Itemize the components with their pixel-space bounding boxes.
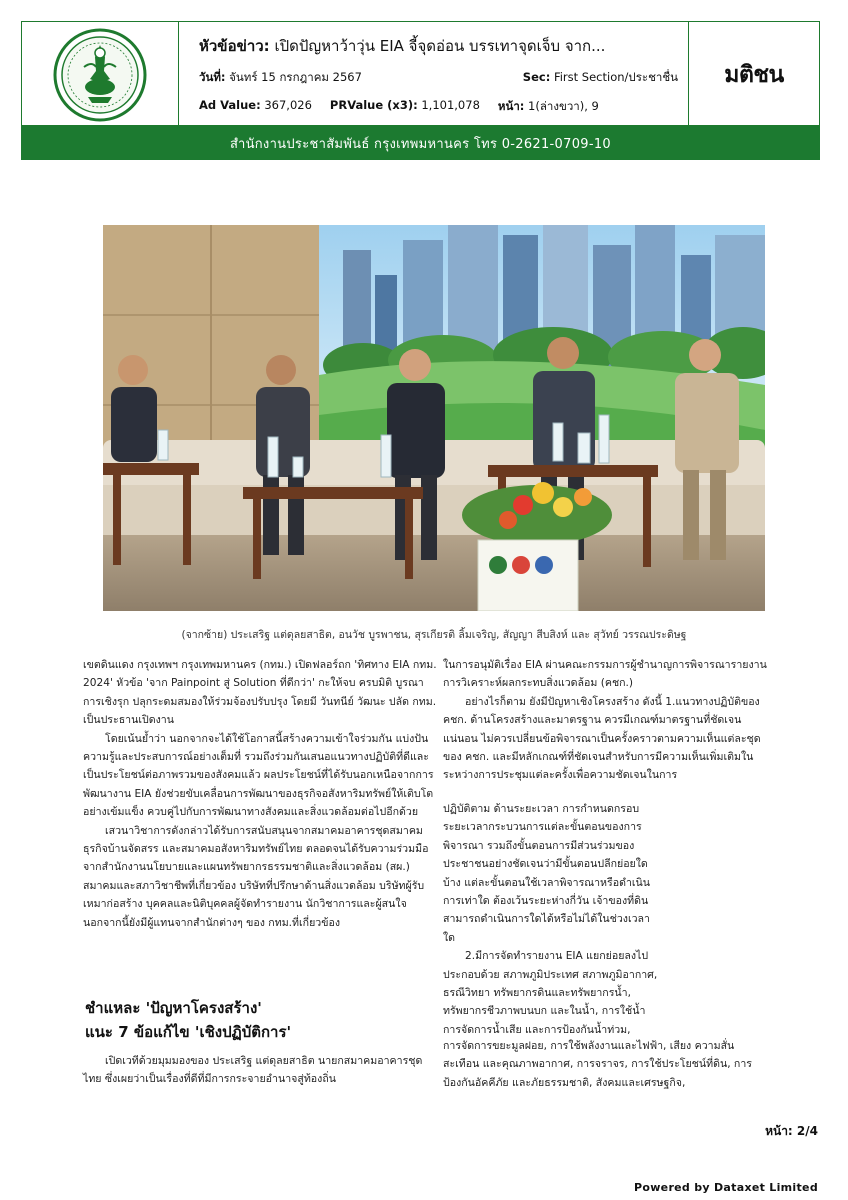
page-number: หน้า: 2/4 [765,1124,818,1138]
date-label: วันที่: [199,70,226,84]
seal-emblem-icon [52,27,148,123]
article-right-column-bottom [443,1037,768,1092]
clipping-header [21,21,820,126]
panel-discussion-photo [103,225,765,611]
news-photo [103,225,765,611]
subheading-line-1: ชำแหละ 'ปัญหาโครงสร้าง' [85,999,262,1017]
photo-caption: (จากซ้าย) ประเสริฐ แต่ดุลยสาธิต, อนวัช บูรพาชน, สุรเกียรติ ลิ้มเจริญ, สัญญา สีบสิงห์ และ สุวัทย์ วรรณประดิษฐ [181,629,687,641]
article-right-narrow-column [443,800,661,1039]
article-paragraph: เขตดินแดง กรุงเทพฯ กรุงเทพมหานคร (กทม.) เปิดฟลอร์ถก 'ทิศทาง EIA กทม. 2024' หัวข้อ 'จาก Painpoint สู่ Solution ที่ดีกว่า' กะให้จบ ครบมิติ บูรณาการเชิงรุก ปลุกระดมสมองให้ร่วมจ้องปรับปรุง โดยมี วันทนีย์ วัฒนะ ปลัด กทม. เป็นประธานเปิดงาน [83,659,437,727]
office-contact-bar: สำนักงานประชาสัมพันธ์ กรุงเทพมหานคร โทร 0-2621-0709-10 [21,126,820,160]
publisher-name: มติชน [724,61,784,88]
section-label: Sec: [522,70,551,84]
bangkok-seal-logo [22,22,179,127]
pr-value-label: PRValue (x3): [329,98,418,112]
headline-label: หัวข้อข่าว: [199,37,270,55]
ad-value-field [199,98,312,116]
ad-value: 367,026 [264,98,312,112]
article-subheading [85,996,291,1044]
article-paragraph: เสวนาวิชาการดังกล่าวได้รับการสนับสนุนจากสมาคมอาคารชุดสมาคมธุรกิจบ้านจัดสรร และสมาคมอสังหาริมทรัพย์ไทย ตลอดจนได้รับความร่วมมือจากสำนักงานนโยบายและแผนทรัพยากรธรรมชาติและสิ่งแวดล้อม (สผ.) สมาคมและสภาวิชาชีพที่เกี่ยวข้อง บริษัทที่ปรึกษาด้านสิ่งแวดล้อม บริษัทผู้รับเหมาก่อสร้าง บุคคลและนิติบุคคลผู้จัดทำรายงาน นักวิชาการและผู้สนใจ นอกจากนี้ยังมีผู้แทนจากสำนักต่างๆ ของ กทม.ที่เกี่ยวข้อง [83,824,429,929]
article-paragraph: โดยเน้นย้ำว่า นอกจากจะได้ใช้โอกาสนี้สร้างความเข้าใจร่วมกัน แบ่งปันความรู้และประสบการณ์อย่างเต็มที่ รวมถึงร่วมกันเสนอแนวทางปฏิบัติที่ดีและเป็นประโยชน์ต่อภาพรวมของสังคมแล้ว ผลประโยชน์ที่ได้รับนอกเหนือจากการพัฒนางาน EIA ยังช่วยขับเคลื่อนการพัฒนาของธุรกิจอสังหาริมทรัพย์ให้เติบโตอย่างเข้มแข็ง ควบคู่ไปกับการพัฒนาทางสังคมและสิ่งแวดล้อมต่อไปอีกด้วย [83,732,434,819]
date-field [199,69,362,87]
section-value: First Section/ประชาชื่น [553,70,678,84]
article-right-column [443,656,768,785]
page-label: หน้า: [497,99,525,113]
publisher-box [689,22,819,127]
article-paragraph: อย่างไรก็ตาม ยังมีปัญหาเชิงโครงสร้าง ดังนี้ 1.แนวทางปฏิบัติของ คชก. ด้านโครงสร้างและมาตรฐาน ควรมีเกณฑ์มาตรฐานที่ชัดเจนแน่นอน ไม่ควรเปลี่ยนข้อพิจารณาเป็นครั้งคราวตามความเห็นแต่ละชุดของ คชก. และมีหลักเกณฑ์ที่ชัดเจนสำหรับการมีความเห็นเพิ่มเติมในระหว่างการประชุมแต่ละครั้งเพื่อความชัดเจนในการ [443,695,761,782]
article-paragraph: ปฏิบัติตาม ด้านระยะเวลา การกำหนดกรอบระยะเวลากระบวนการแต่ละขั้นตอนของการพิจารณา รวมถึงขั้นตอนการมีส่วนร่วมของประชาชนอย่างชัดเจนว่ามีขั้นตอนปลีกย่อยใดบ้าง แต่ละขั้นตอนใช้เวลาพิจารณาหรือดำเนินการเท่าใด ต้องเว้นระยะห่างกี่วัน เจ้าของที่ดินสามารถดำเนินการใดได้หรือไม่ได้ในช่วงเวลาใด [443,803,651,944]
ad-value-label: Ad Value: [199,98,261,112]
powered-by-footer: Powered by Dataxet Limited [634,1181,818,1194]
headline-line [199,34,678,58]
pr-value-field [330,98,480,116]
article-paragraph: เปิดเวทีด้วยมุมมองของ ประเสริฐ แต่ดุลยสาธิต นายกสมาคมอาคารชุดไทย ซึ่งเผยว่าเป็นเรื่องที่ดีที่มีการกระจายอำนาจสู่ท้องถิ่น [83,1055,423,1086]
clipping-metadata [179,22,689,127]
date-section-row [199,69,678,87]
article-paragraph: การจัดการขยะมูลฝอย, การใช้พลังงานและไฟฟ้า, เสียง ความสั่นสะเทือน และคุณภาพอากาศ, การจราจร, การใช้ประโยชน์ที่ดิน, การป้องกันอัคคีภัย และภัยธรรมชาติ, สังคมและเศรษฐกิจ, [443,1040,752,1089]
pr-value: 1,101,078 [421,98,480,112]
page-field [498,98,599,116]
article-paragraph: 2.มีการจัดทำรายงาน EIA แยกย่อยลงไป ประกอบด้วย สภาพภูมิประเทศ สภาพภูมิอากาศ, ธรณีวิทยา ทรัพยากรดินและทรัพยากรน้ำ, ทรัพยากรชีวภาพบนบก และในน้ำ, การใช้น้ำ การจัดการน้ำเสีย และการป้องกันน้ำท่วม, [443,950,658,1036]
article-paragraph: ในการอนุมัติเรื่อง EIA ผ่านคณะกรรมการผู้ชำนาญการพิจารณารายงานการวิเคราะห์ผลกระทบสิ่งแวดล้อม (คชก.) [443,659,767,690]
article-left-column-continued [83,1052,438,1089]
headline-text: เปิดปัญหาว้าวุ่น EIA จี้จุดอ่อน บรรเทาจุดเจ็บ จาก... [274,37,606,55]
article-left-column [83,656,438,932]
section-field [523,69,678,87]
date-value: จันทร์ 15 กรกฎาคม 2567 [229,70,362,84]
page-value: 1(ล่างขวา), 9 [528,99,599,113]
subheading-line-2: แนะ 7 ข้อแก้ไข 'เชิงปฏิบัติการ' [85,1023,292,1041]
value-row [199,98,678,116]
